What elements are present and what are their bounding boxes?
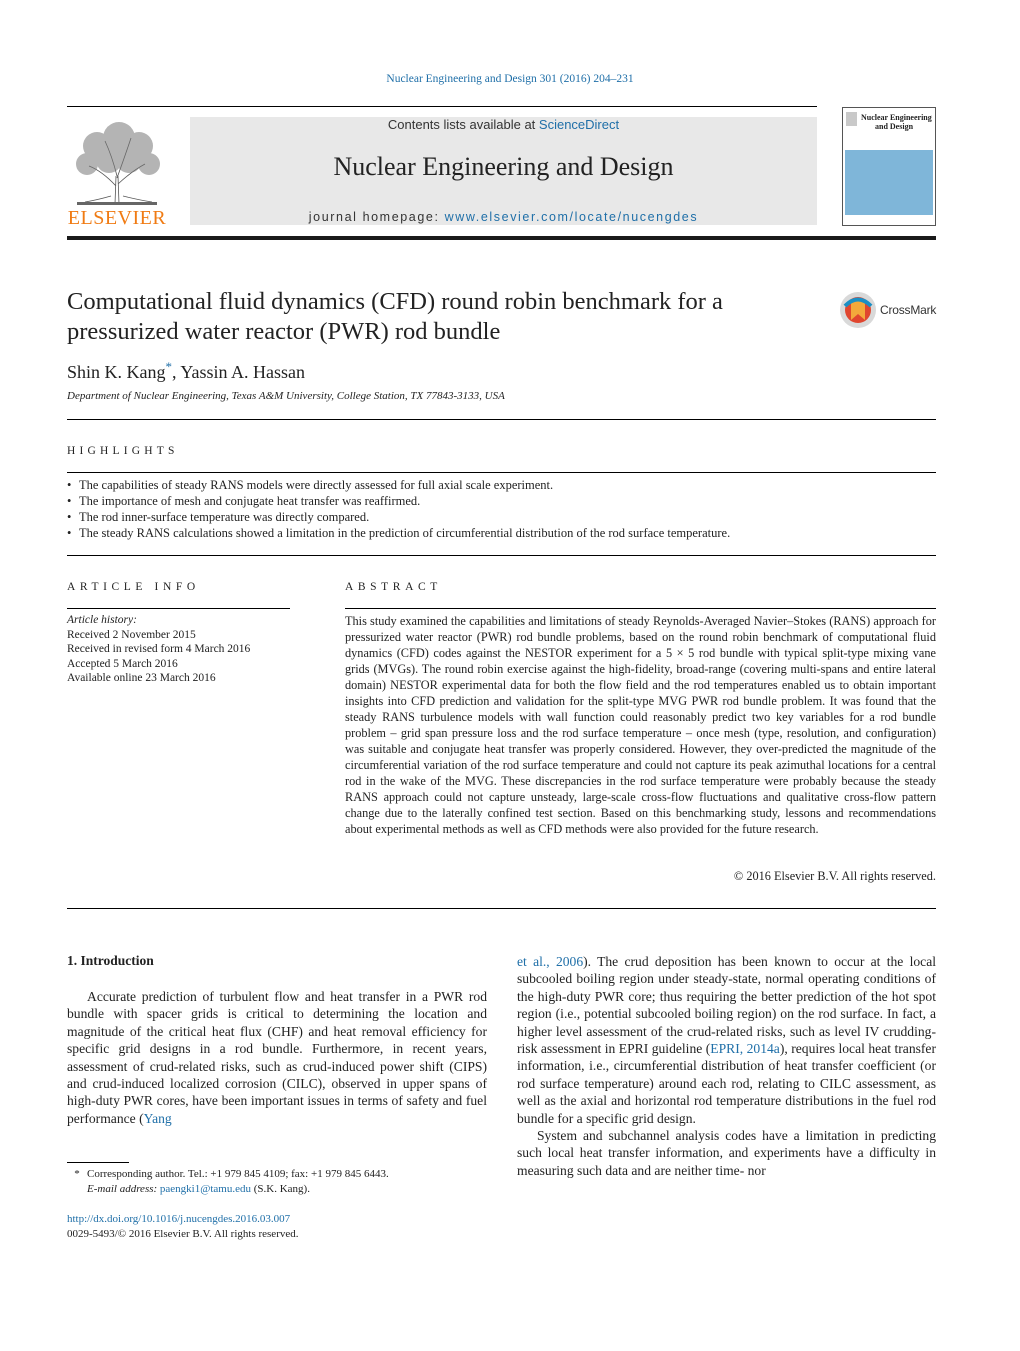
author-separator: , xyxy=(172,362,181,382)
abstract-heading: ABSTRACT xyxy=(345,581,442,593)
divider xyxy=(345,608,936,609)
citation-link[interactable]: Yang xyxy=(143,1110,172,1126)
intro-paragraph-1-cont xyxy=(517,953,936,1127)
intro-text: ), requires local heat transfer information, i.e., circumferential distribution of heat transfer coefficient (or rod surface temperature) around each rod, relating to CILC assessment, as well as the axial and horizontal rod temperature distributions in the fuel rod bundle for a specific grid design. xyxy=(517,1041,936,1126)
highlights-list xyxy=(67,477,936,541)
authors xyxy=(67,359,305,383)
citation-link[interactable]: EPRI, 2014a xyxy=(710,1041,780,1057)
doi-link[interactable]: http://dx.doi.org/10.1016/j.nucengdes.2016.03.007 xyxy=(67,1213,291,1225)
history-accepted: Accepted 5 March 2016 xyxy=(67,657,178,670)
abstract-text: This study examined the capabilities and limitations of steady Reynolds-Averaged Navier–Stokes (RANS) approach for pressurized water reactor (PWR) rod bundle problems, based on the round robin benchmark of computational fluid dynamics (CFD) codes against the NESTOR experiment for a 5 × 5 rod bundle with typical split-type mixing vane grids (MVGs). The round robin exercise against the high-fidelity, broad-range (covering multi-spans and entire lateral domain) NESTOR experimental data for both the flow field and the rod temperatures enabled us to obtain important insights into CFD prediction and validation for the split-type MVG PWR rod bundle problem. It was found that the steady RANS turbulence models with wall function could reasonably predict two key variables for a rod bundle problem – grid span pressure loss and the rod surface temperature – once mesh (type, resolution, and configuration) was suitable and conjugate heat transfer was properly considered. However, they over-predicted the magnitude of the circumferential variation of the rod surface temperature and could not capture its peak azimuthal locations for a central rod in the wake of the MVG. These discrepancies in the rod surface temperature were probably because the steady RANS approach could not capture unsteady, large-scale cross-flow fluctuations and qualitative cross-flow pattern change due to the laterally confined test section. Based on this benchmarking study, lessons and recommendations about experimental methods as well as CFD methods were also provided for the future research. xyxy=(345,614,936,836)
divider xyxy=(67,608,290,609)
cover-logo xyxy=(846,112,857,126)
title-line-1: Computational fluid dynamics (CFD) round robin benchmark for a xyxy=(67,288,723,315)
body-column-right xyxy=(517,953,936,1179)
divider xyxy=(67,472,936,473)
corresponding-author-mark[interactable]: * xyxy=(165,359,172,374)
author-1[interactable]: Shin K. Kang xyxy=(67,362,166,382)
article-history xyxy=(67,613,250,686)
intro-text: ). The crud deposition has been known to occur at the local subcooled boiling region under steady-state, normal operating conditions of the high-duty PWR core; thus requiring the better prediction of the hot spot region (i.e., potential subcooled boiling region) on the rod surface. In fact, a higher level assessment of the crud-related risks, such as level IV crudding-risk assessment in EPRI guideline ( xyxy=(517,954,937,1057)
article-info-heading: ARTICLE INFO xyxy=(67,581,200,593)
cover-title xyxy=(861,113,932,131)
sciencedirect-link[interactable]: ScienceDirect xyxy=(538,117,620,132)
section-heading-introduction: 1. Introduction xyxy=(67,953,154,968)
header-thick-rule xyxy=(67,236,936,240)
homepage-link[interactable]: www.elsevier.com/locate/nucengdes xyxy=(444,210,699,224)
footnote xyxy=(67,1167,389,1197)
journal-homepage xyxy=(190,210,817,224)
footnote-text: Corresponding author. Tel.: +1 979 845 4109; fax: +1 979 845 6443. xyxy=(87,1168,389,1180)
email-label: E-mail address: xyxy=(87,1183,160,1195)
affiliation: Department of Nuclear Engineering, Texas A&M University, College Station, TX 77843-3133, USA xyxy=(67,390,505,402)
divider xyxy=(67,555,936,556)
body-column-left xyxy=(67,988,487,1127)
homepage-prefix: journal homepage: xyxy=(308,210,445,224)
footnote-rule xyxy=(67,1162,129,1163)
history-revised: Received in revised form 4 March 2016 xyxy=(67,643,251,656)
article-title xyxy=(67,287,827,347)
footnote-email xyxy=(67,1182,389,1197)
cover-band xyxy=(845,150,933,215)
footnote-mark: * xyxy=(74,1168,80,1180)
author-2[interactable]: Yassin A. Hassan xyxy=(180,362,306,382)
footnote-corresponding xyxy=(67,1167,389,1182)
journal-title: Nuclear Engineering and Design xyxy=(333,152,674,181)
journal-reference[interactable]: Nuclear Engineering and Design 301 (2016) 204–231 xyxy=(386,73,634,85)
highlight-item: • The rod inner-surface temperature was directly compared. xyxy=(67,509,936,525)
issn-copyright: 0029-5493/© 2016 Elsevier B.V. All rights reserved. xyxy=(67,1228,299,1240)
highlight-item: • The capabilities of steady RANS models were directly assessed for full axial scale experiment. xyxy=(67,477,936,493)
doi-block xyxy=(67,1212,299,1242)
history-online: Available online 23 March 2016 xyxy=(67,672,216,685)
highlight-item: • The importance of mesh and conjugate heat transfer was reaffirmed. xyxy=(67,493,936,509)
highlight-item: • The steady RANS calculations showed a limitation in the prediction of circumferential distribution of the rod surface temperature. xyxy=(67,525,936,541)
email-suffix: (S.K. Kang). xyxy=(251,1183,310,1195)
abstract-copyright: © 2016 Elsevier B.V. All rights reserved. xyxy=(733,869,936,883)
cover-title-line1: Nuclear Engineering xyxy=(861,113,932,122)
intro-paragraph-2: System and subchannel analysis codes have a limitation in predicting such local heat transfer information, and experiments have a difficulty in measuring such data and are neither time- nor xyxy=(517,1128,936,1178)
top-rule xyxy=(67,106,817,107)
history-received: Received 2 November 2015 xyxy=(67,628,196,641)
divider xyxy=(67,908,936,909)
history-label: Article history: xyxy=(67,614,137,626)
highlights-heading: HIGHLIGHTS xyxy=(67,445,179,457)
title-line-2: pressurized water reactor (PWR) rod bundle xyxy=(67,318,501,345)
journal-cover-thumbnail[interactable] xyxy=(842,107,936,226)
crossmark-label[interactable]: CrossMark xyxy=(880,303,937,317)
intro-text: Accurate prediction of turbulent flow and heat transfer in a PWR rod bundle with spacer grids is critical to determining the location and magnitude of the critical heat flux (CHF) and heat removal efficiency for specific grid designs in a rod bundle. Furthermore, in recent years, assessment of crud-related risks, such as crud-induced power shift (CIPS) and crud-induced localized corrosion (CILC), observed in upper spans of high-duty PWR cores, have been important issues in terms of safety and fuel performance ( xyxy=(67,989,487,1126)
contents-line xyxy=(190,117,817,132)
contents-prefix: Contents lists available at xyxy=(387,117,539,132)
citation-link[interactable]: et al., 2006 xyxy=(517,954,584,969)
divider xyxy=(67,419,936,420)
elsevier-wordmark: ELSEVIER xyxy=(67,207,167,229)
intro-paragraph-1 xyxy=(67,988,487,1127)
cover-title-line2: and Design xyxy=(875,122,914,131)
email-link[interactable]: paengki1@tamu.edu xyxy=(159,1183,251,1195)
